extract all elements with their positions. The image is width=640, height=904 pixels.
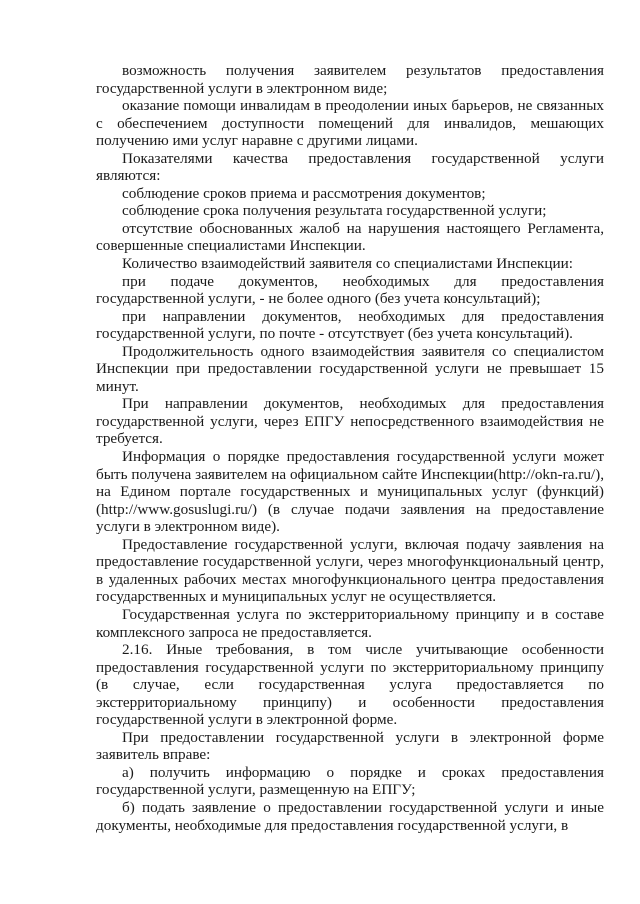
paragraph-1: возможность получения заявителем результатов предоставления государственной услуги в электронном виде; [96, 62, 604, 97]
paragraph-14: Государственная услуга по экстерриториальному принципу и в составе комплексного запроса не предоставляется. [96, 605, 604, 641]
paragraph-7: Количество взаимодействий заявителя со специалистами Инспекции: [122, 255, 573, 273]
paragraph-3: Показателями качества предоставления государственной услуги являются: [96, 149, 604, 185]
paragraph-17: а) получить информацию о порядке и сроках предоставления государственной услуги, размещенную на ЕПГУ; [96, 763, 604, 799]
paragraph-6: отсутствие обоснованных жалоб на нарушения настоящего Регламента, совершенные специалистами Инспекции. [96, 219, 604, 255]
paragraph-9: при направлении документов, необходимых для предоставления государственной услуги, по почте - отсутствует (без учета консультаций). [96, 307, 604, 343]
paragraph-12: Информация о порядке предоставления государственной услуги может быть получена заявителем на официальном сайте Инспекции(http://okn-ra.ru/), на Едином портале государственных и муниципальных услуг (функций) (http://www.gosuslugi.ru/) (в случае подачи заявления на предоставление услуги в электронном виде). [96, 448, 604, 536]
paragraph-8: при подаче документов, необходимых для предоставления государственной услуги, - не более одного (без учета консультаций); [96, 272, 604, 308]
paragraph-18: б) подать заявление о предоставлении государственной услуги и иные документы, необходимые для предоставления государственной услуги, в [96, 798, 604, 834]
paragraph-10: Продолжительность одного взаимодействия заявителя со специалистом Инспекции при предоставлении государственной услуги не превышает 15 минут. [96, 342, 604, 395]
paragraph-16: При предоставлении государственной услуги в электронной форме заявитель вправе: [96, 728, 604, 764]
paragraph-13: Предоставление государственной услуги, включая подачу заявления на предоставление государственной услуги, через многофункциональный центр, в удаленных рабочих местах многофункционального центра предоставления государственных и муниципальных услуг не осуществляется. [96, 535, 604, 606]
paragraph-4: соблюдение сроков приема и рассмотрения документов; [122, 184, 486, 202]
paragraph-15: 2.16. Иные требования, в том числе учитывающие особенности предоставления государственной услуги по экстерриториальному принципу (в случае, если государственная услуга предоставляется по экстерриториальному принципу) и особенности предоставления государственной услуги в электронной форме. [96, 641, 604, 729]
paragraph-11: При направлении документов, необходимых для предоставления государственной услуги, через ЕПГУ непосредственного взаимодействия не требуется. [96, 395, 604, 448]
paragraph-5: соблюдение срока получения результата государственной услуги; [122, 202, 547, 220]
paragraph-2: оказание помощи инвалидам в преодолении иных барьеров, не связанных с обеспечением доступности помещений для инвалидов, мешающих получению ими услуг наравне с другими лицами. [96, 97, 604, 150]
document-page [96, 62, 604, 834]
